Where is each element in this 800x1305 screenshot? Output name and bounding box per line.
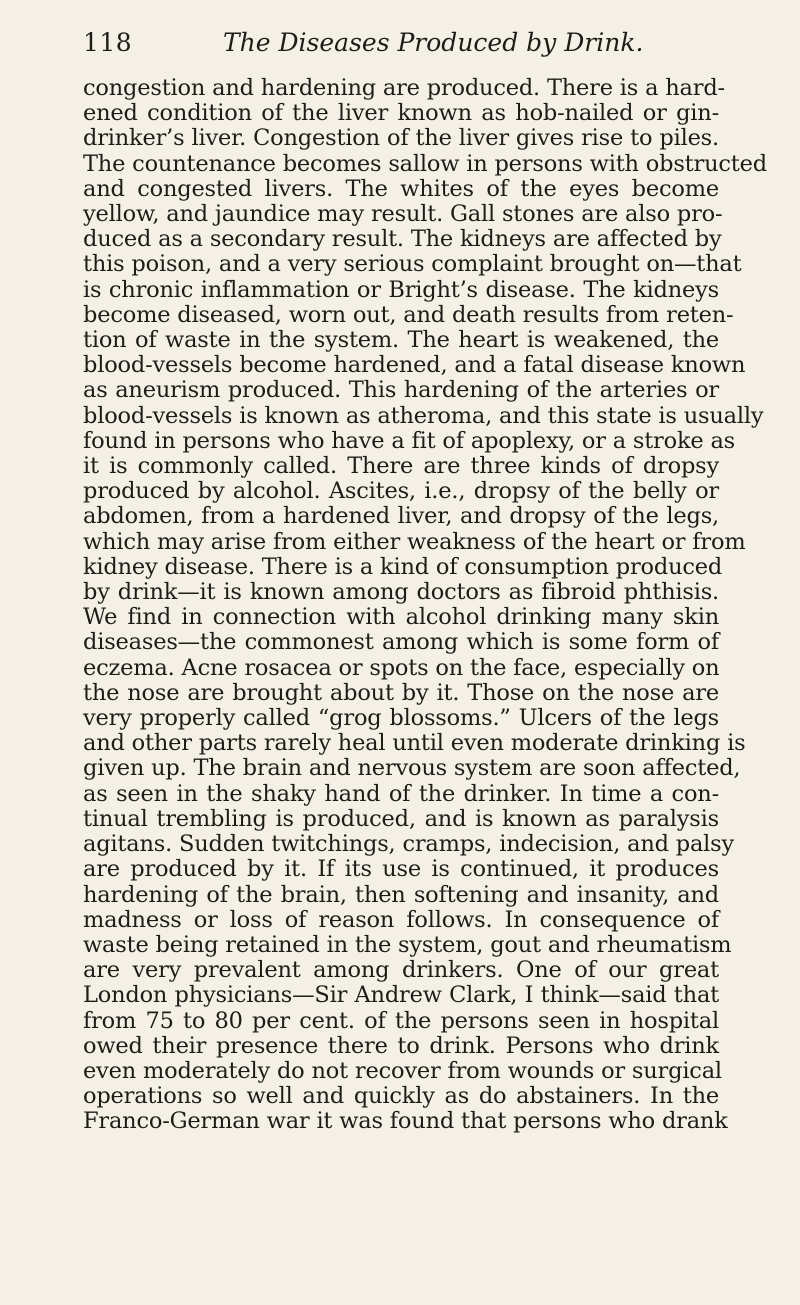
text-line: blood-vessels become hardened, and a fatal disease known	[83, 352, 746, 379]
text-line: abdomen, from a hardened liver, and dropsy of the legs,	[83, 503, 719, 530]
text-line: it is commonly called. There are three kinds of dropsy	[83, 453, 719, 480]
text-line: given up. The brain and nervous system are soon affected,	[83, 755, 741, 782]
text-line: the nose are brought about by it. Those on the nose are	[83, 679, 719, 706]
text-line: are very prevalent among drinkers. One of our great	[83, 957, 719, 984]
text-line: madness or loss of reason follows. In consequence of	[83, 906, 719, 933]
text-line: from 75 to 80 per cent. of the persons seen in hospital	[83, 1007, 719, 1034]
text-line: blood-vessels is known as atheroma, and this state is usually	[83, 402, 764, 429]
text-line: are produced by it. If its use is continued, it produces	[83, 856, 719, 883]
text-line: is chronic inflammation or Bright’s disease. The kidneys	[83, 276, 719, 303]
text-line: kidney disease. There is a kind of consumption produced	[83, 553, 723, 580]
text-line: this poison, and a very serious complaint brought on—that	[83, 251, 742, 278]
text-line: as aneurism produced. This hardening of the arteries or	[83, 377, 719, 404]
text-line: London physicians—Sir Andrew Clark, I think—said that	[83, 982, 719, 1009]
text-line: waste being retained in the system, gout and rheumatism	[83, 931, 732, 958]
text-line: very properly called “grog blossoms.” Ulcers of the legs	[83, 705, 719, 732]
text-line: and other parts rarely heal until even moderate drinking is	[83, 730, 746, 757]
text-line: which may arise from either weakness of the heart or from	[83, 528, 746, 555]
text-line: congestion and hardening are produced. There is a hard-	[83, 75, 725, 101]
text-line: become diseased, worn out, and death results from reten-	[83, 301, 734, 328]
text-line: even moderately do not recover from wounds or surgical	[83, 1057, 722, 1084]
text-line: yellow, and jaundice may result. Gall stones are also pro-	[83, 201, 723, 228]
text-line: eczema. Acne rosacea or spots on the face, especially on	[83, 654, 720, 681]
text-line: produced by alcohol. Ascites, i.e., dropsy of the belly or	[83, 478, 719, 505]
text-line: The countenance becomes sallow in persons with obstructed	[83, 150, 767, 177]
text-line: tinual trembling is produced, and is known as paralysis	[83, 805, 719, 832]
text-line: found in persons who have a fit of apoplexy, or a stroke as	[83, 427, 736, 454]
text-line: tion of waste in the system. The heart is weakened, the	[83, 327, 719, 354]
text-line: operations so well and quickly as do abstainers. In the	[83, 1083, 719, 1110]
text-line: and congested livers. The whites of the eyes become	[83, 175, 719, 202]
text-line: ened condition of the liver known as hob-nailed or gin-	[83, 100, 719, 127]
text-line: agitans. Sudden twitchings, cramps, indecision, and palsy	[83, 831, 735, 858]
text-line: drinker’s liver. Congestion of the liver gives rise to piles.	[83, 125, 719, 152]
text-line: by drink—it is known among doctors as fibroid phthisis.	[83, 579, 719, 606]
text-line: Franco-German war it was found that persons who drank	[83, 1108, 728, 1135]
running-title: The Diseases Produced by Drink.	[223, 28, 644, 57]
text-line: owed their presence there to drink. Persons who drink	[83, 1032, 719, 1059]
page-header	[83, 28, 713, 72]
text-line: hardening of the brain, then softening and insanity, and	[83, 881, 719, 908]
text-line: We find in connection with alcohol drinking many skin	[83, 604, 719, 631]
body-text	[83, 75, 767, 1135]
page-number: 118	[83, 28, 133, 57]
text-line: duced as a secondary result. The kidneys are affected by	[83, 226, 722, 253]
text-line: as seen in the shaky hand of the drinker. In time a con-	[83, 780, 719, 807]
text-line: diseases—the commonest among which is some form of	[83, 629, 719, 656]
